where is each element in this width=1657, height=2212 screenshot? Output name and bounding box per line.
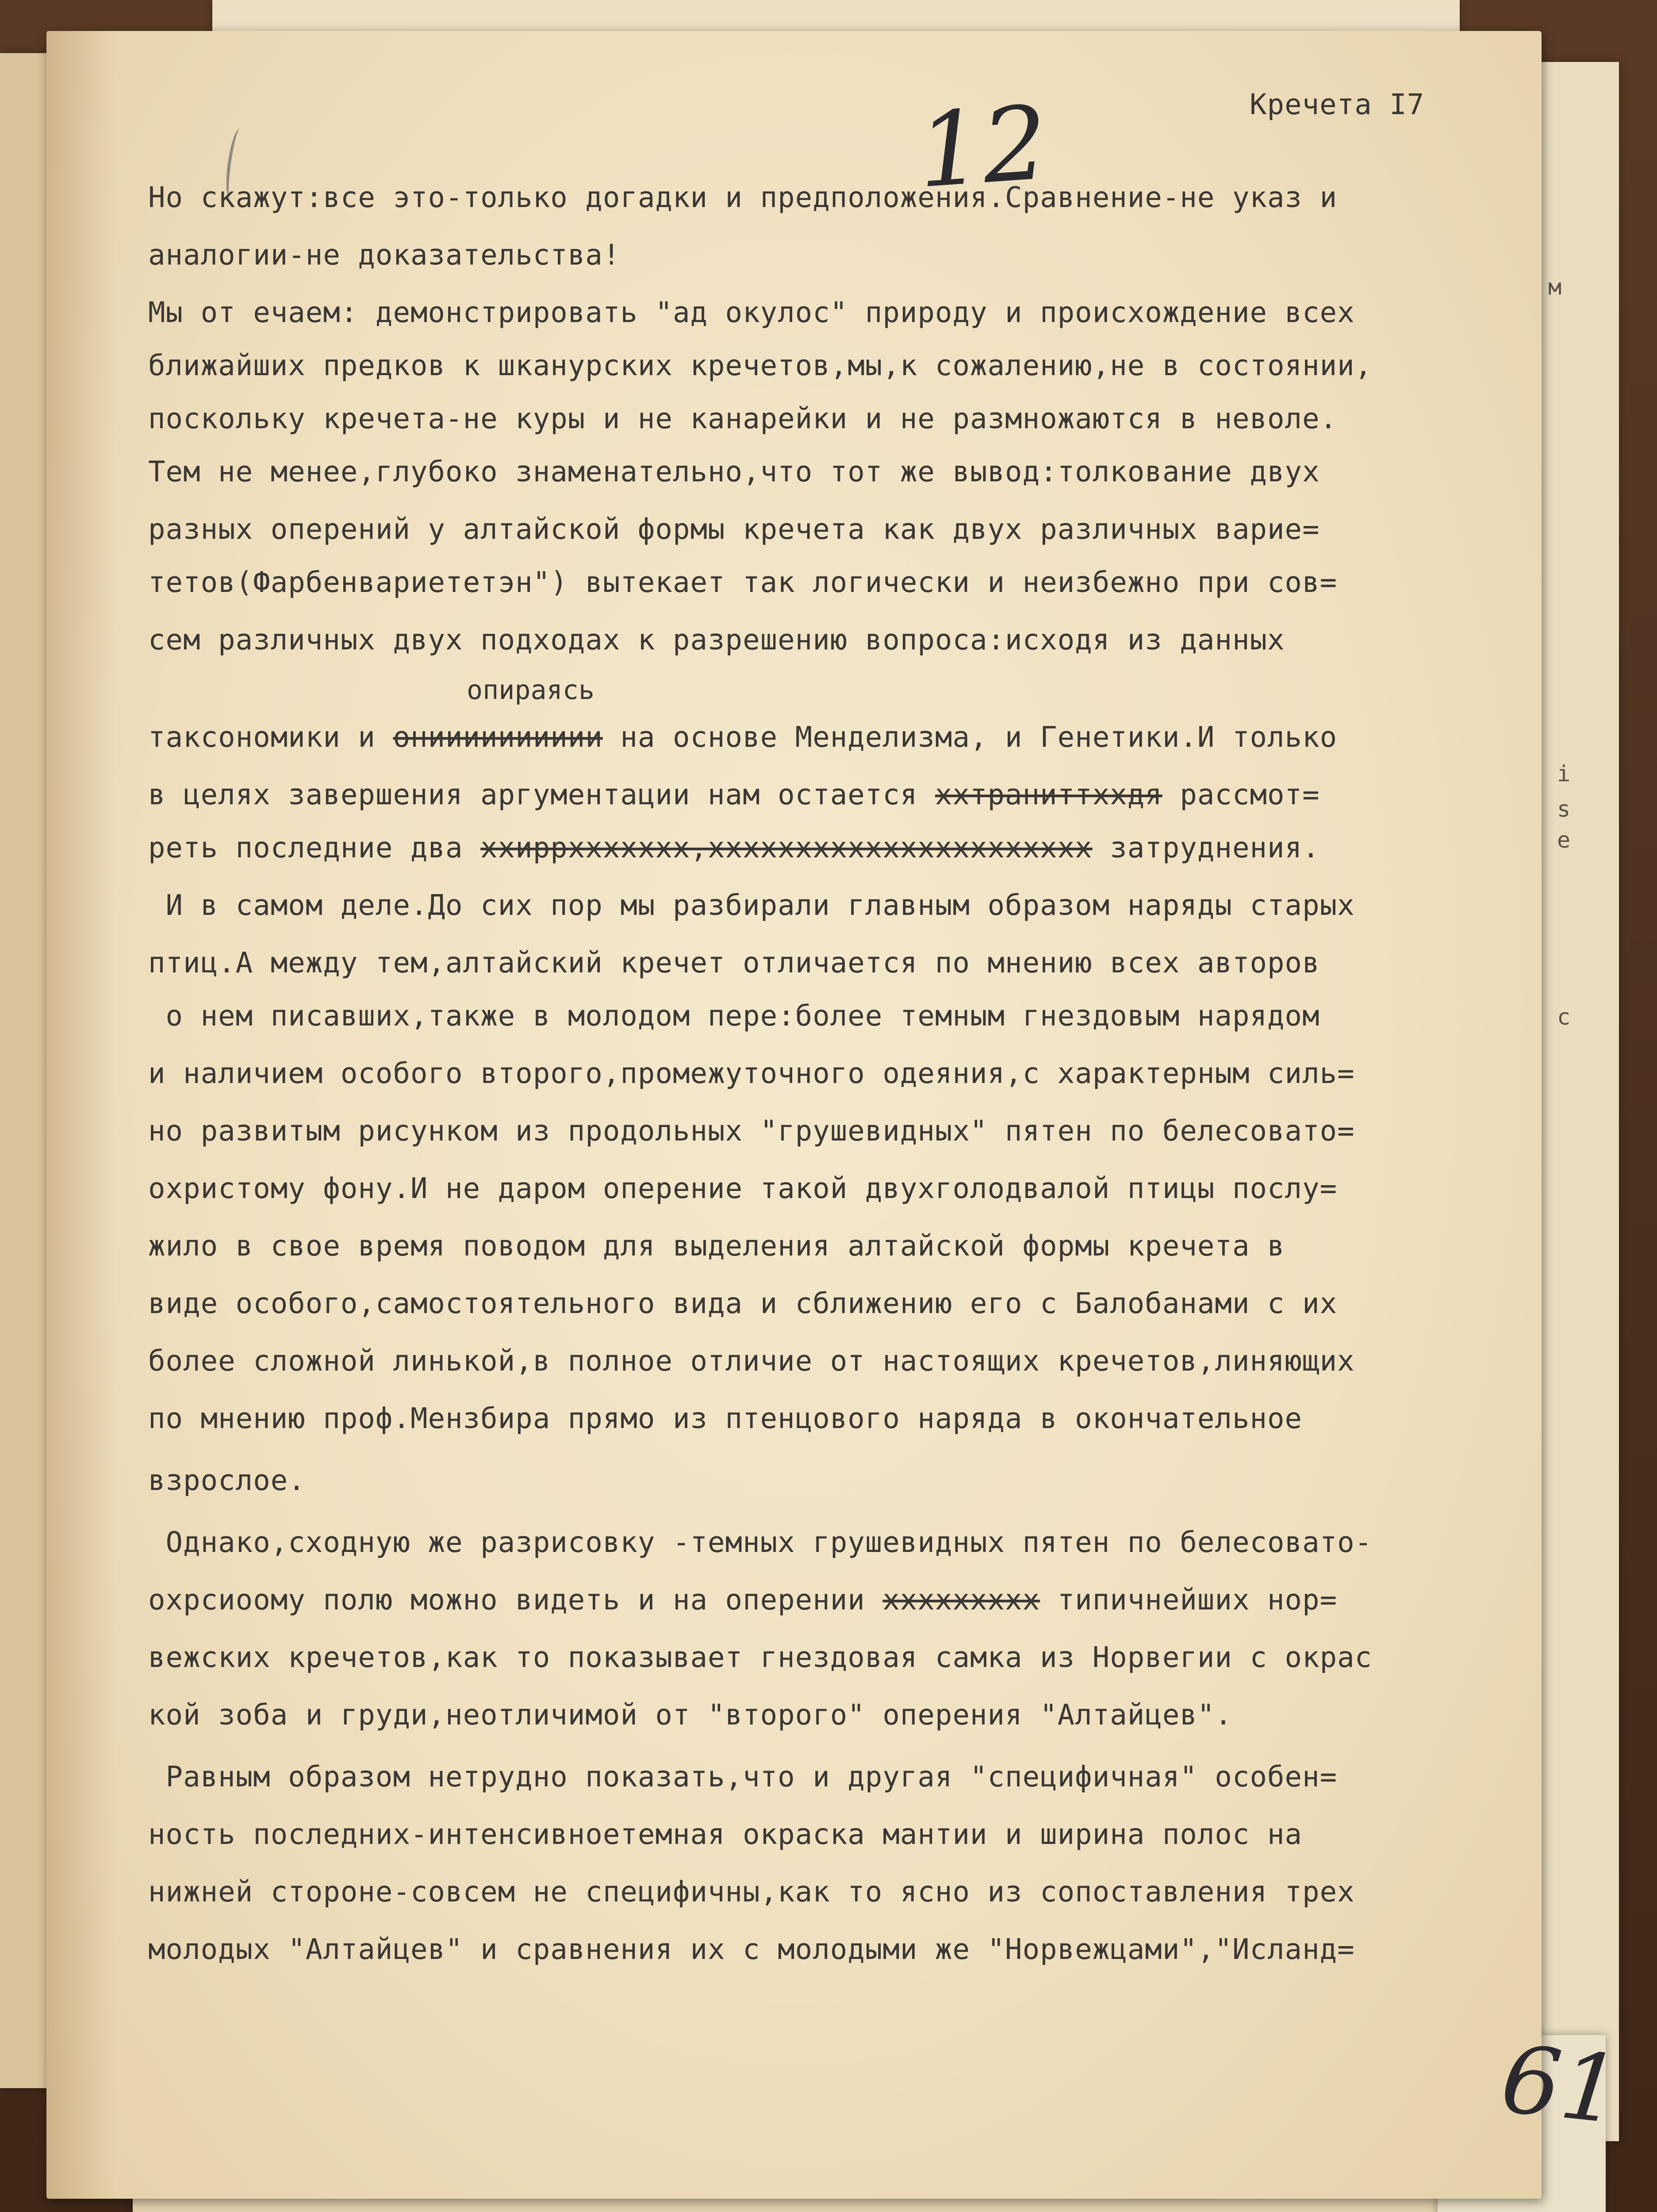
struck-text: ххххххххх bbox=[882, 1584, 1040, 1617]
text-line: но развитым рисунком из продольных "грушевидных" пятен по белесовато= bbox=[148, 1115, 1355, 1148]
text-line: охристому фону.И не даром оперение такой двухголодвалой птицы послу= bbox=[148, 1172, 1338, 1205]
text-line: аналогии-не доказательства! bbox=[148, 239, 621, 272]
text-line: Однако,сходную же разрисовку -темных грушевидных пятен по белесовато- bbox=[148, 1526, 1373, 1559]
text-line: Мы от ечаем: демонстрировать "ад окулос" природу и происхождение всех bbox=[148, 296, 1355, 329]
text-line: жило в свое время поводом для выделения алтайской формы кречета в bbox=[148, 1230, 1285, 1263]
text-line: И в самом деле.До сих пор мы разбирали главным образом наряды старых bbox=[148, 889, 1355, 922]
struck-text: онииииииииии bbox=[393, 721, 603, 754]
text-line: реть последние два ххиррххххххх,хххххххххххххххххххххх затруднения. bbox=[148, 832, 1320, 864]
text-line: в целях завершения аргументации нам остается ххтраниттххдя рассмот= bbox=[148, 779, 1320, 811]
text-line: разных оперений у алтайской формы кречета как двух различных варие= bbox=[148, 513, 1320, 546]
struck-text: ххиррххххххх,хххххххххххххххххххххх bbox=[480, 832, 1093, 864]
text-line: нижней стороне-совсем не специфичны,как то ясно из сопоставления трех bbox=[148, 1876, 1355, 1909]
typed-page bbox=[46, 31, 1626, 2199]
edge-stain bbox=[46, 31, 117, 2199]
text-line: поскольку кречета-не куры и не канарейки и не размножаются в неволе. bbox=[148, 403, 1338, 435]
margin-letter: i bbox=[1557, 761, 1571, 787]
text-line: по мнению проф.Мензбира прямо из птенцового наряда в окончательное bbox=[148, 1402, 1303, 1435]
margin-letter: м bbox=[1548, 274, 1562, 300]
text-line: о нем писавших,также в молодом пере:более темным гнездовым нарядом bbox=[148, 1000, 1320, 1033]
text-line: тетов(Фарбенвариететэн") вытекает так логически и неизбежно при сов= bbox=[148, 566, 1338, 599]
text-line: ближайших предков к шканурских кречетов,мы,к сожалению,не в состоянии, bbox=[148, 349, 1373, 382]
text-line: Тем не менее,глубоко знаменательно,что тот же вывод:толкование двух bbox=[148, 456, 1320, 488]
text-line: охрсиоому полю можно видеть и на оперении ххххххххх типичнейших нор= bbox=[148, 1584, 1338, 1617]
margin-letter: c bbox=[1557, 1004, 1571, 1030]
text-line: кой зоба и груди,неотличимой от "второго" оперения "Алтайцев". bbox=[148, 1699, 1232, 1732]
text-line: молодых "Алтайцев" и сравнения их с молодыми же "Норвежцами","Исланд= bbox=[148, 1933, 1355, 1966]
handwritten-insert: опираясь bbox=[467, 675, 595, 706]
text-line: и наличием особого второго,промежуточного одеяния,с характерным силь= bbox=[148, 1057, 1355, 1090]
struck-text: ххтраниттххдя bbox=[935, 779, 1162, 811]
text-line: Равным образом нетрудно показать,что и другая "специфичная" особен= bbox=[148, 1761, 1338, 1793]
text-line: Но скажут:все это-только догадки и предположения.Сравнение-не указ и bbox=[148, 181, 1338, 214]
text-line: птиц.А между тем,алтайский кречет отличается по мнению всех авторов bbox=[148, 947, 1320, 979]
margin-letter: s bbox=[1557, 796, 1571, 822]
text-line: взрослое. bbox=[148, 1464, 306, 1497]
text-line: таксономики и онииииииииии на основе Менделизма, и Генетики.И только bbox=[148, 721, 1338, 754]
page-header: Кречета I7 bbox=[1250, 88, 1425, 121]
text-line: более сложной линькой,в полное отличие от настоящих кречетов,линяющих bbox=[148, 1345, 1355, 1378]
handwritten-page-number: 12 bbox=[914, 84, 1051, 211]
text-line: ность последних-интенсивноетемная окраска мантии и ширина полос на bbox=[148, 1818, 1303, 1851]
margin-letter: e bbox=[1557, 827, 1571, 853]
handwritten-archive-number: 61 bbox=[1496, 2024, 1626, 2145]
text-line: сем различных двух подходах к разрешению вопроса:исходя из данных bbox=[148, 624, 1285, 657]
text-line: виде особого,самостоятельного вида и сближению его с Балобанами с их bbox=[148, 1287, 1338, 1320]
text-line: вежских кречетов,как то показывает гнездовая самка из Норвегии с окрас bbox=[148, 1641, 1373, 1674]
